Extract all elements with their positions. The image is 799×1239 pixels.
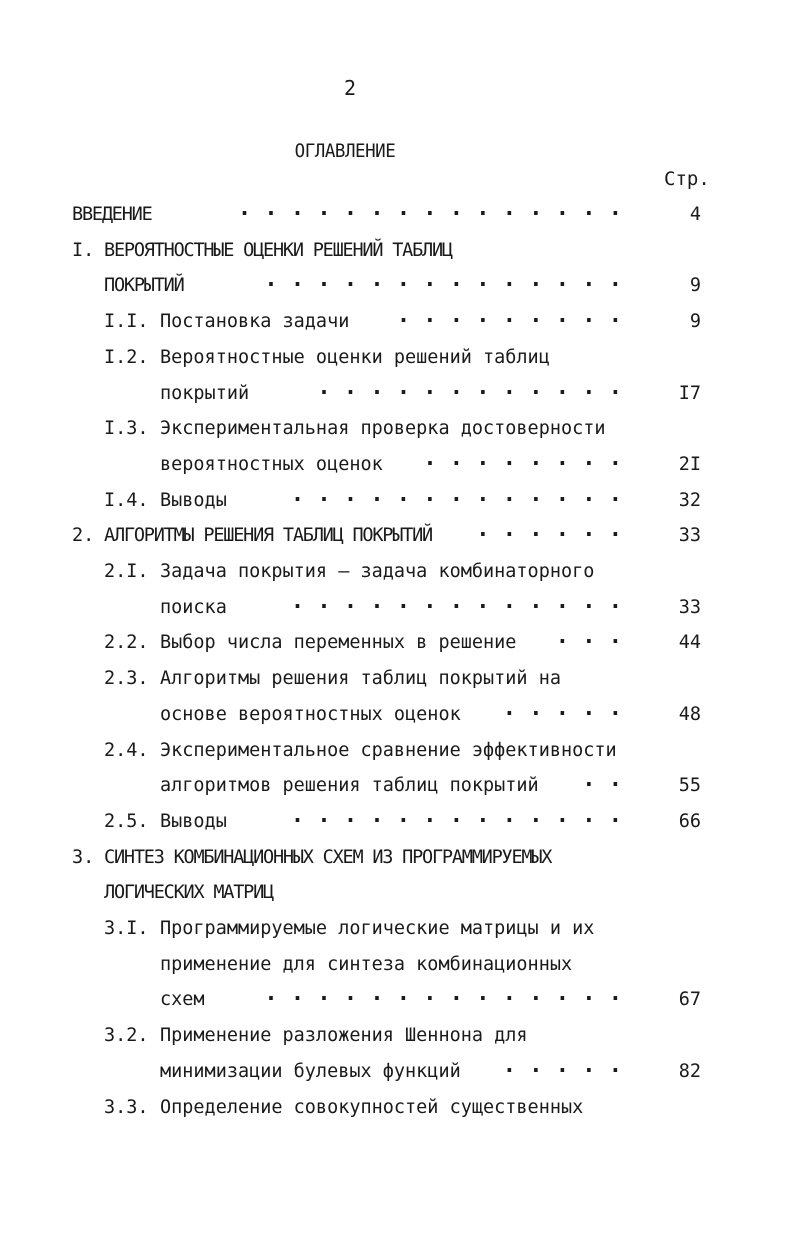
toc-entry-text: Задача покрытия – задача комбинаторного: [160, 561, 595, 582]
toc-entry-text: Определение совокупностей существенных: [160, 1096, 584, 1118]
toc-entry-text: Выбор числа переменных в решение: [160, 632, 517, 654]
page-column-header: Стр.: [664, 168, 710, 190]
dot-leader: · · · · · · · ·: [423, 451, 622, 477]
toc-entry-number: 2.: [72, 525, 95, 547]
toc-page-number: 55: [678, 775, 701, 797]
toc-entry-text: Алгоритмы решения таблиц покрытий на: [160, 668, 561, 690]
dot-leader: · · · · · · · · · · · ·: [317, 380, 622, 406]
toc-entry-number: 3.: [72, 846, 95, 868]
toc-page-number: 9: [689, 311, 701, 333]
toc-entry-number: I.I.: [104, 311, 149, 333]
toc-entry-number: 3.2.: [104, 1025, 149, 1047]
toc-entry-text: Постановка задачи: [160, 311, 350, 333]
dot-leader: · · · · · ·: [476, 523, 622, 549]
dot-leader: · · · · · · · · · · · · · · ·: [237, 202, 622, 227]
toc-entry-number: 2.I.: [104, 561, 149, 582]
toc-page-number: 48: [678, 703, 701, 725]
toc-entry-text: Выводы: [160, 810, 227, 832]
toc-page-number: 66: [678, 810, 701, 832]
toc-entry-number: 2.2.: [104, 632, 149, 654]
toc-entry-number: 2.5.: [104, 810, 149, 832]
dot-leader: · · · · · · · · · · · · ·: [290, 487, 622, 513]
toc-entry-number: 3.3.: [104, 1096, 149, 1118]
toc-entry-text: Вероятностные оценки решений таблиц: [160, 346, 550, 368]
dot-leader: · · · · · · · · · · · · · ·: [264, 273, 622, 299]
toc-entry-text: ВЕРОЯТНОСТНЫЕ ОЦЕНКИ РЕШЕНИЙ ТАБЛИЦ: [104, 239, 452, 261]
toc-entry-number: I.2.: [104, 346, 149, 368]
toc-entry-text: СИНТЕЗ КОМБИНАЦИОННЫХ СХЕМ ИЗ ПРОГРАММИРУЕМЫХ: [104, 846, 552, 868]
toc-entry-text: применение для синтеза комбинационных: [160, 953, 573, 975]
toc-entry-text: Экспериментальное сравнение эффективности: [160, 739, 617, 761]
dot-leader: · · · · · · · · · · · · ·: [290, 594, 622, 620]
toc-entry-text: ПОКРЫТИЙ: [104, 275, 184, 297]
toc-page-number: 44: [678, 632, 701, 654]
dot-leader: · ·: [582, 773, 622, 799]
toc-entry-text: покрытий: [160, 382, 250, 404]
toc-entry-text: вероятностных оценок: [160, 453, 383, 475]
toc-page-number: 9: [689, 275, 701, 297]
toc-entry-text: поиска: [160, 596, 227, 618]
toc-entry-number: I.3.: [104, 418, 149, 440]
toc-entry-number: 2.3.: [104, 668, 149, 690]
toc-entry-number: 2.4.: [104, 739, 149, 761]
toc-page-number: 67: [678, 989, 701, 1011]
toc-entry-text: Экспериментальная проверка достоверности: [160, 418, 606, 440]
toc-entry-number: I.: [72, 239, 95, 261]
toc-entry-text: ВВЕДЕНИЕ: [72, 204, 152, 225]
dot-leader: · · · · · · · · ·: [396, 309, 622, 335]
toc-page-number: I7: [678, 382, 701, 404]
dot-leader: · · · · · · · · · · · · · ·: [264, 987, 622, 1013]
dot-leader: · · ·: [555, 630, 622, 656]
toc-entry-text: основе вероятностных оценок: [160, 703, 461, 725]
toc-page-number: 82: [678, 1060, 701, 1082]
toc-entry-text: Применение разложения Шеннона для: [160, 1025, 528, 1047]
toc-page-number: 33: [678, 525, 701, 547]
dot-leader: · · · · ·: [502, 701, 622, 727]
toc-entry-text: Программируемые логические матрицы и их: [160, 918, 595, 939]
toc-entry-number: I.4.: [104, 489, 149, 511]
toc-title: ОГЛАВЛЕНИЕ: [294, 140, 396, 162]
dot-leader: · · · · ·: [502, 1058, 622, 1084]
toc-entry-text: алгоритмов решения таблиц покрытий: [160, 775, 539, 797]
toc-page-number: 2I: [678, 453, 701, 475]
toc-page-number: 4: [689, 204, 701, 225]
toc-entry-text: минимизации булевых функций: [160, 1060, 461, 1082]
dot-leader: · · · · · · · · · · · · ·: [290, 808, 622, 834]
toc-entry-text: схем: [160, 989, 205, 1011]
toc-entry-text: АЛГОРИТМЫ РЕШЕНИЯ ТАБЛИЦ ПОКРЫТИЙ: [104, 525, 432, 547]
toc-entry-text: ЛОГИЧЕСКИХ МАТРИЦ: [104, 882, 273, 904]
page-number: 2: [343, 76, 357, 100]
toc-page-number: 32: [678, 489, 701, 511]
toc-entry-text: Выводы: [160, 489, 227, 511]
toc-entry-number: 3.I.: [104, 918, 149, 939]
toc-page-number: 33: [678, 596, 701, 618]
